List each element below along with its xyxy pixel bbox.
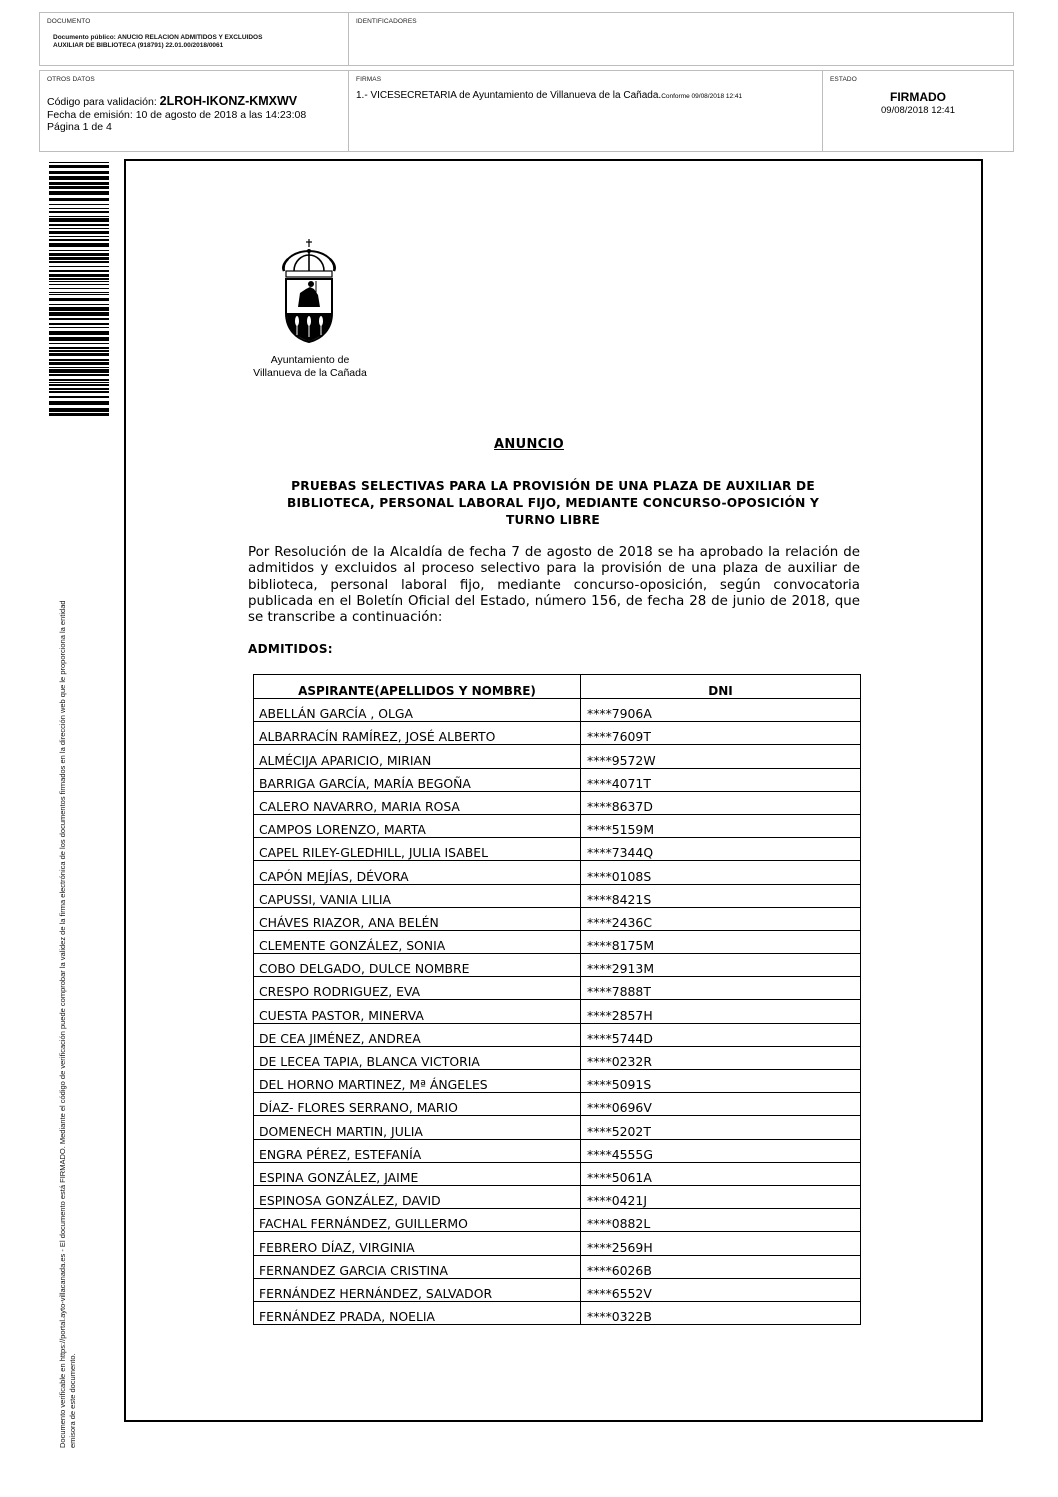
applicant-dni: ****2857H bbox=[581, 1000, 861, 1023]
column-header-dni: DNI bbox=[581, 675, 861, 699]
firmas-text: 1.- VICESECRETARIA de Ayuntamiento de Villanueva de la Cañada. bbox=[356, 90, 662, 101]
estado-value: FIRMADO bbox=[890, 90, 946, 104]
applicant-name: CHÁVES RIAZOR, ANA BELÉN bbox=[254, 907, 581, 930]
table-row bbox=[254, 1000, 861, 1023]
table-row bbox=[254, 1278, 861, 1301]
table-row bbox=[254, 722, 861, 745]
estado-date: 09/08/2018 12:41 bbox=[881, 105, 955, 116]
applicant-name: DEL HORNO MARTINEZ, Mª ÁNGELES bbox=[254, 1070, 581, 1093]
applicant-name: CAPÓN MEJÍAS, DÉVORA bbox=[254, 861, 581, 884]
applicant-name: CALERO NAVARRO, MARIA ROSA bbox=[254, 791, 581, 814]
table-header-row bbox=[254, 675, 861, 699]
document-title: ANUNCIO bbox=[494, 437, 564, 452]
table-row bbox=[254, 1139, 861, 1162]
logo-caption-line-2: Villanueva de la Cañada bbox=[253, 367, 367, 379]
applicant-dni: ****5061A bbox=[581, 1162, 861, 1185]
applicant-name: FERNANDEZ GARCIA CRISTINA bbox=[254, 1255, 581, 1278]
table-row bbox=[254, 1301, 861, 1324]
table-row bbox=[254, 1209, 861, 1232]
estado-label: ESTADO bbox=[830, 76, 857, 83]
table-row bbox=[254, 884, 861, 907]
applicant-name: FEBRERO DÍAZ, VIRGINIA bbox=[254, 1232, 581, 1255]
applicant-dni: ****2569H bbox=[581, 1232, 861, 1255]
applicant-dni: ****7888T bbox=[581, 977, 861, 1000]
applicant-name: CLEMENTE GONZÁLEZ, SONIA bbox=[254, 930, 581, 953]
applicant-dni: ****2436C bbox=[581, 907, 861, 930]
applicant-dni: ****5091S bbox=[581, 1070, 861, 1093]
applicant-dni: ****7609T bbox=[581, 722, 861, 745]
intro-paragraph: Por Resolución de la Alcaldía de fecha 7 de agosto de 2018 se ha aprobado la relación de admitidos y excluidos al proceso selectivo para la provisión de una plaza de auxiliar de biblioteca, personal laboral fijo, mediante concurso-oposición, según convocatoria publicada en el Boletín Oficial del Estado, número 156, de fecha 28 de junio de 2018, que se transcribe a continuación: bbox=[248, 545, 860, 626]
side-text-line-2: emisora de este documento. bbox=[67, 1353, 77, 1448]
applicant-name: DOMENECH MARTIN, JULIA bbox=[254, 1116, 581, 1139]
table-row bbox=[254, 814, 861, 837]
applicant-name: DE LECEA TAPIA, BLANCA VICTORIA bbox=[254, 1046, 581, 1069]
firmas-cell bbox=[349, 71, 822, 151]
applicant-dni: ****4555G bbox=[581, 1139, 861, 1162]
validation-code: 2LROH-IKONZ-KMXWV bbox=[159, 94, 298, 108]
table-row bbox=[254, 1116, 861, 1139]
applicant-dni: ****0232R bbox=[581, 1046, 861, 1069]
applicant-dni: ****5159M bbox=[581, 814, 861, 837]
estado-cell bbox=[823, 71, 1013, 151]
applicant-name: FERNÁNDEZ HERNÁNDEZ, SALVADOR bbox=[254, 1278, 581, 1301]
applicant-dni: ****7344Q bbox=[581, 838, 861, 861]
documento-cell bbox=[40, 13, 348, 65]
applicant-name: ALMÉCIJA APARICIO, MIRIAN bbox=[254, 745, 581, 768]
table-row bbox=[254, 1232, 861, 1255]
identificadores-cell bbox=[349, 13, 1013, 65]
table-row bbox=[254, 768, 861, 791]
identificadores-label: IDENTIFICADORES bbox=[356, 18, 417, 25]
table-row bbox=[254, 930, 861, 953]
applicant-name: COBO DELGADO, DULCE NOMBRE bbox=[254, 954, 581, 977]
applicant-dni: ****8175M bbox=[581, 930, 861, 953]
table-row bbox=[254, 1023, 861, 1046]
documento-line-1: Documento público: ANUCIO RELACION ADMITIDOS Y EXCLUIDOS bbox=[53, 34, 263, 41]
validation-prefix: Código para validación: bbox=[47, 96, 160, 108]
document-subtitle: PRUEBAS SELECTIVAS PARA LA PROVISIÓN DE UNA PLAZA DE AUXILIAR DE BIBLIOTECA, PERSONAL LABORAL FIJO, MEDIANTE CONCURSO-OPOSICIÓN Y TURNO LIBRE bbox=[287, 479, 819, 527]
coat-of-arms-logo bbox=[276, 237, 342, 345]
barcode-image bbox=[49, 162, 109, 419]
applicant-name: ABELLÁN GARCÍA , OLGA bbox=[254, 699, 581, 722]
table-row bbox=[254, 907, 861, 930]
admitted-table bbox=[253, 674, 861, 1325]
table-row bbox=[254, 954, 861, 977]
firmas-entry bbox=[356, 90, 742, 101]
logo-caption-line-1: Ayuntamiento de bbox=[270, 354, 350, 366]
applicant-name: CRESPO RODRIGUEZ, EVA bbox=[254, 977, 581, 1000]
table-row bbox=[254, 1046, 861, 1069]
applicant-dni: ****6026B bbox=[581, 1255, 861, 1278]
applicant-dni: ****0322B bbox=[581, 1301, 861, 1324]
applicant-name: ESPINA GONZÁLEZ, JAIME bbox=[254, 1162, 581, 1185]
applicant-name: ALBARRACÍN RAMÍREZ, JOSÉ ALBERTO bbox=[254, 722, 581, 745]
column-header-name: ASPIRANTE(APELLIDOS Y NOMBRE) bbox=[254, 675, 581, 699]
page-indicator: Página 1 de 4 bbox=[47, 121, 112, 133]
applicant-name: FACHAL FERNÁNDEZ, GUILLERMO bbox=[254, 1209, 581, 1232]
documento-line-2: AUXILIAR DE BIBLIOTECA (918791) 22.01.00/2018/0061 bbox=[53, 42, 224, 49]
table-row bbox=[254, 1185, 861, 1208]
applicant-dni: ****2913M bbox=[581, 954, 861, 977]
applicant-dni: ****8637D bbox=[581, 791, 861, 814]
applicant-name: CAPEL RILEY-GLEDHILL, JULIA ISABEL bbox=[254, 838, 581, 861]
header-top-row bbox=[39, 12, 1014, 66]
applicant-dni: ****0108S bbox=[581, 861, 861, 884]
applicant-dni: ****5744D bbox=[581, 1023, 861, 1046]
documento-label: DOCUMENTO bbox=[47, 18, 91, 25]
applicant-dni: ****7906A bbox=[581, 699, 861, 722]
table-row bbox=[254, 1070, 861, 1093]
table-row bbox=[254, 791, 861, 814]
applicant-name: BARRIGA GARCÍA, MARÍA BEGOÑA bbox=[254, 768, 581, 791]
side-text-line-1: Documento verificable en https://portal.ayto-villacanada.es - El documento está FIRMADO. Mediante el código de verificación puede comprobar la validez de la firma electrónica de los documentos firmados en la dirección web que le proporciona la entidad bbox=[58, 600, 67, 1448]
otros-datos-cell bbox=[40, 71, 348, 151]
table-row bbox=[254, 861, 861, 884]
applicant-name: DE CEA JIMÉNEZ, ANDREA bbox=[254, 1023, 581, 1046]
firmas-label: FIRMAS bbox=[356, 76, 382, 83]
applicant-name: CAPUSSI, VANIA LILIA bbox=[254, 884, 581, 907]
validation-line bbox=[47, 95, 297, 108]
applicant-name: ESPINOSA GONZÁLEZ, DAVID bbox=[254, 1185, 581, 1208]
applicant-dni: ****5202T bbox=[581, 1116, 861, 1139]
applicant-name: CAMPOS LORENZO, MARTA bbox=[254, 814, 581, 837]
table-row bbox=[254, 699, 861, 722]
verification-side-text bbox=[58, 438, 77, 1448]
applicant-dni: ****9572W bbox=[581, 745, 861, 768]
applicant-name: CUESTA PASTOR, MINERVA bbox=[254, 1000, 581, 1023]
applicant-dni: ****8421S bbox=[581, 884, 861, 907]
emission-date: Fecha de emisión: 10 de agosto de 2018 a las 14:23:08 bbox=[47, 109, 307, 121]
applicant-dni: ****6552V bbox=[581, 1278, 861, 1301]
applicant-name: FERNÁNDEZ PRADA, NOELIA bbox=[254, 1301, 581, 1324]
otros-datos-label: OTROS DATOS bbox=[47, 76, 95, 83]
table-row bbox=[254, 745, 861, 768]
table-row bbox=[254, 1162, 861, 1185]
logo-caption bbox=[230, 354, 390, 380]
section-heading: ADMITIDOS: bbox=[248, 642, 333, 656]
firmas-conforme: Conforme 09/08/2018 12:41 bbox=[661, 93, 743, 100]
applicant-name: ENGRA PÉREZ, ESTEFANÍA bbox=[254, 1139, 581, 1162]
applicant-dni: ****0421J bbox=[581, 1185, 861, 1208]
applicant-dni: ****4071T bbox=[581, 768, 861, 791]
applicant-dni: ****0882L bbox=[581, 1209, 861, 1232]
table-row bbox=[254, 838, 861, 861]
table-row bbox=[254, 1093, 861, 1116]
table-row bbox=[254, 977, 861, 1000]
table-row bbox=[254, 1255, 861, 1278]
documento-description bbox=[53, 34, 333, 50]
applicant-dni: ****0696V bbox=[581, 1093, 861, 1116]
header-bottom-row bbox=[39, 70, 1014, 152]
applicant-name: DÍAZ- FLORES SERRANO, MARIO bbox=[254, 1093, 581, 1116]
